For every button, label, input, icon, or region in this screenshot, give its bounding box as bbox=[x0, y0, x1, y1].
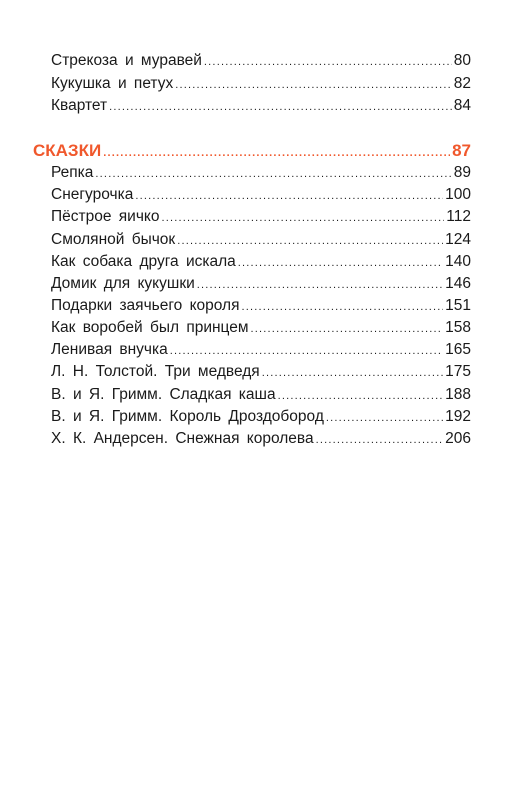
toc-dot-leader bbox=[316, 429, 444, 451]
toc-entry-title: Подарки заячьего короля bbox=[51, 297, 240, 314]
toc-entry-title: В. и Я. Гримм. Король Дроздобород bbox=[51, 408, 324, 425]
toc-dot-leader bbox=[103, 142, 450, 164]
toc-entry bbox=[51, 295, 471, 317]
toc-section-heading bbox=[33, 140, 471, 162]
toc-entry-title: Ленивая внучка bbox=[51, 341, 168, 358]
toc-dot-leader bbox=[262, 362, 443, 384]
toc-entry bbox=[51, 95, 471, 117]
toc-dot-leader bbox=[95, 163, 451, 185]
toc-section-title: СКАЗКИ bbox=[33, 141, 102, 160]
toc-section-page: 87 bbox=[452, 141, 471, 160]
toc-entry-page: 175 bbox=[445, 363, 471, 380]
toc-entry-title: Репка bbox=[51, 164, 94, 181]
toc-dot-leader bbox=[238, 252, 443, 274]
toc-entry-page: 206 bbox=[445, 430, 471, 447]
toc-entry-page: 84 bbox=[453, 97, 471, 114]
toc-dot-leader bbox=[170, 340, 443, 362]
toc-entry bbox=[51, 406, 471, 428]
toc-entry-page: 192 bbox=[445, 408, 471, 425]
toc-dot-leader bbox=[326, 407, 443, 429]
toc-entry-title: Как воробей был принцем bbox=[51, 319, 249, 336]
toc-entry bbox=[51, 251, 471, 273]
toc-entry bbox=[51, 206, 471, 228]
toc-dot-leader bbox=[161, 207, 444, 229]
toc-entry-page: 82 bbox=[453, 75, 471, 92]
toc-dot-leader bbox=[109, 96, 452, 118]
toc-entry bbox=[51, 384, 471, 406]
toc-entry bbox=[51, 184, 471, 206]
toc-entry bbox=[51, 162, 471, 184]
toc-entry-title: Домик для кукушки bbox=[51, 275, 195, 292]
toc-entry bbox=[51, 229, 471, 251]
toc-entry-page: 124 bbox=[445, 231, 471, 248]
toc-entry-page: 146 bbox=[445, 275, 471, 292]
toc-dot-leader bbox=[135, 185, 443, 207]
toc-entry bbox=[51, 73, 471, 95]
toc-entry-title: Кукушка и петух bbox=[51, 75, 174, 92]
toc-entry-page: 140 bbox=[445, 253, 471, 270]
toc-dot-leader bbox=[278, 385, 444, 407]
toc-entry-page: 188 bbox=[445, 386, 471, 403]
toc-dot-leader bbox=[204, 51, 452, 73]
toc-entry bbox=[51, 317, 471, 339]
toc-entry bbox=[51, 361, 471, 383]
toc-entry-page: 151 bbox=[445, 297, 471, 314]
toc-dot-leader bbox=[197, 274, 443, 296]
toc-entry bbox=[51, 339, 471, 361]
toc-entry bbox=[51, 50, 471, 72]
toc-entry-title: Как собака друга искала bbox=[51, 253, 236, 270]
toc-dot-leader bbox=[177, 230, 443, 252]
toc-dot-leader bbox=[242, 296, 444, 318]
toc-entry-page: 165 bbox=[445, 341, 471, 358]
toc-entry-page: 89 bbox=[453, 164, 471, 181]
toc-entry bbox=[51, 428, 471, 450]
toc-entry-title: Квартет bbox=[51, 97, 108, 114]
toc-entry-page: 80 bbox=[453, 52, 471, 69]
toc-entry-page: 158 bbox=[445, 319, 471, 336]
toc-entry-title: Х. К. Андерсен. Снежная королева bbox=[51, 430, 314, 447]
toc-entry-page: 100 bbox=[445, 186, 471, 203]
toc-entry-title: Стрекоза и муравей bbox=[51, 52, 202, 69]
toc-dot-leader bbox=[175, 74, 452, 96]
toc-entry-title: Пёстрое яичко bbox=[51, 208, 160, 225]
toc-entry-title: Л. Н. Толстой. Три медведя bbox=[51, 363, 260, 380]
toc-entry-title: Смоляной бычок bbox=[51, 231, 176, 248]
toc-entry-page: 112 bbox=[446, 208, 471, 225]
toc-dot-leader bbox=[251, 318, 444, 340]
toc-entry bbox=[51, 273, 471, 295]
toc-entry-title: В. и Я. Гримм. Сладкая каша bbox=[51, 386, 276, 403]
toc-entry-title: Снегурочка bbox=[51, 186, 134, 203]
